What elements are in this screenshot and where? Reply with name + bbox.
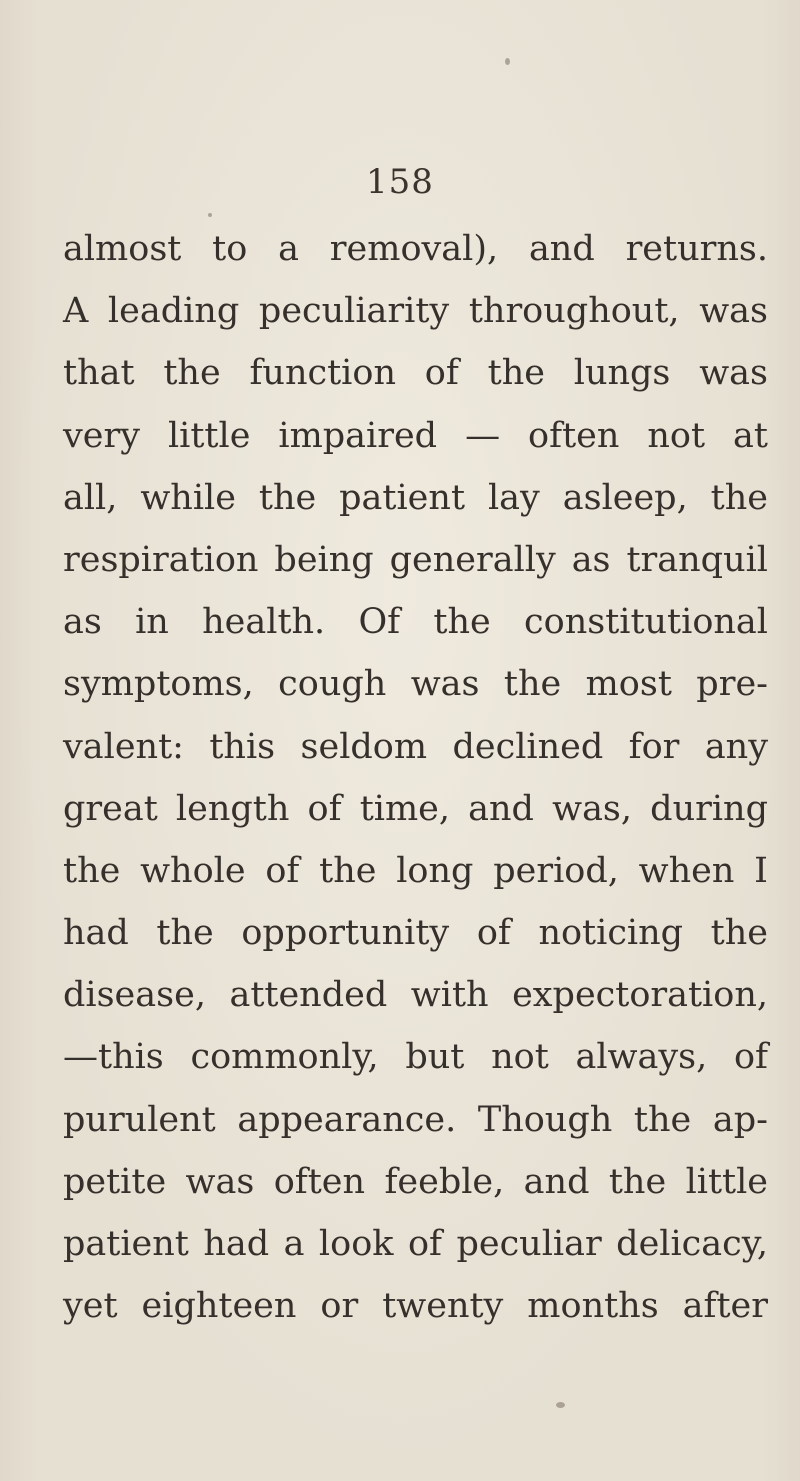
text-line: petite was often feeble, and the little: [63, 1161, 768, 1202]
text-line: almost to a removal), and returns.: [63, 229, 768, 269]
text-line: respiration being generally as tranquil: [63, 539, 768, 580]
text-line: all, while the patient lay asleep, the: [63, 477, 768, 518]
text-line: purulent appearance. Though the ap-: [63, 1099, 768, 1140]
page-number: 158: [366, 162, 434, 202]
text-line: patient had a look of peculiar delicacy,: [63, 1224, 768, 1264]
text-line: yet eighteen or twenty months after: [63, 1286, 768, 1327]
paper-speck: [556, 1402, 565, 1408]
text-line: that the function of the lungs was: [63, 353, 768, 394]
text-line: —this commonly, but not always, of: [63, 1037, 768, 1078]
text-line: as in health. Of the constitutional: [63, 602, 768, 643]
body-text: [63, 218, 768, 1337]
text-line: symptoms, cough was the most pre-: [63, 664, 768, 705]
text-line: disease, attended with expectoration,: [63, 975, 768, 1016]
text-line: the whole of the long period, when I: [63, 850, 768, 891]
text-line: A leading peculiarity throughout, was: [63, 291, 768, 332]
text-line: great length of time, and was, during: [63, 788, 768, 829]
paper-speck: [505, 58, 510, 65]
paper-speck: [208, 213, 212, 217]
text-line: very little impaired — often not at: [63, 415, 768, 456]
text-line: had the opportunity of noticing the: [63, 913, 768, 954]
text-line: valent: this seldom declined for any: [63, 726, 768, 767]
